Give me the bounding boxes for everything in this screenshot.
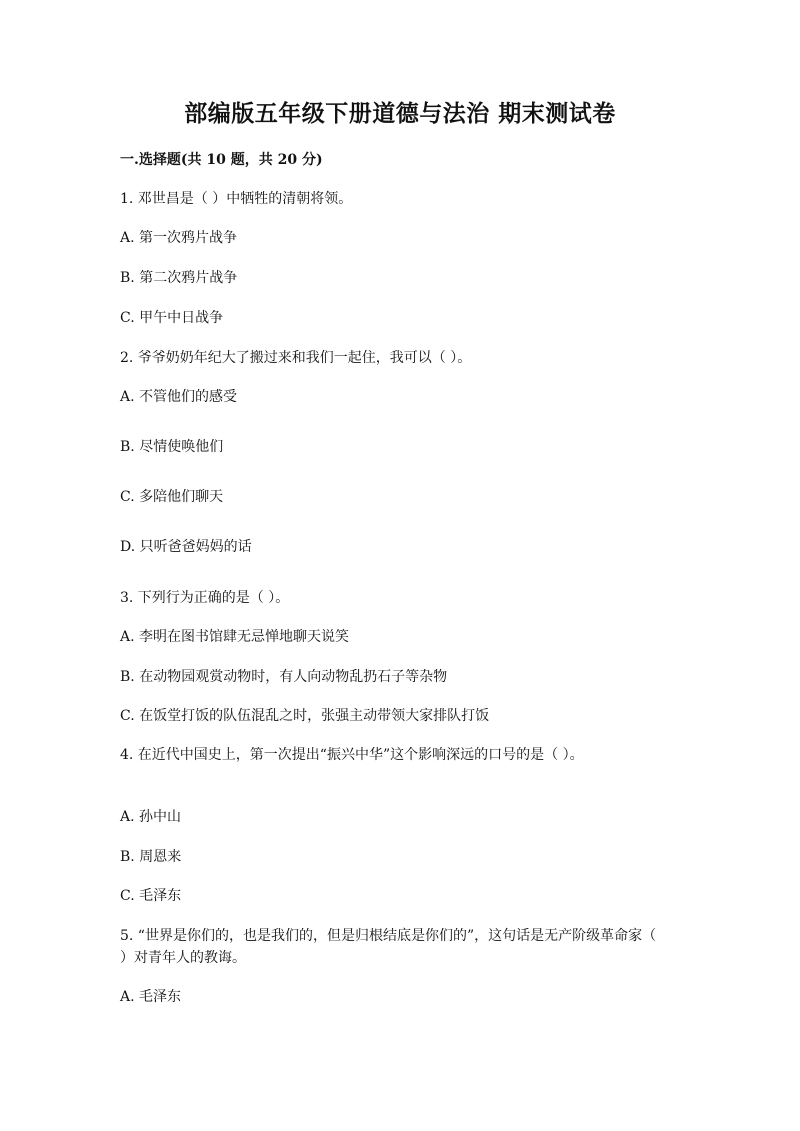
question-4-option-a: A. 孙中山 xyxy=(120,809,182,825)
question-2-option-c: C. 多陪他们聊天 xyxy=(120,489,224,505)
question-4-option-c: C. 毛泽东 xyxy=(120,888,182,904)
question-5-option-a: A. 毛泽东 xyxy=(120,989,182,1005)
question-2-option-d: D. 只听爸爸妈妈的话 xyxy=(120,539,252,555)
page-title: 部编版五年级下册道德与法治 期末测试卷 xyxy=(184,100,616,127)
question-1-stem: 1. 邓世昌是（ ）中牺牲的清朝将领。 xyxy=(120,191,353,207)
question-2-stem: 2. 爷爷奶奶年纪大了搬过来和我们一起住，我可以（ ）。 xyxy=(120,350,472,366)
question-2-option-b: B. 尽情使唤他们 xyxy=(120,439,224,455)
question-3-stem: 3. 下列行为正确的是（ ）。 xyxy=(120,590,290,606)
question-2-option-a: A. 不管他们的感受 xyxy=(120,389,238,405)
question-4-option-b: B. 周恩来 xyxy=(120,849,182,865)
section-heading: 一.选择题(共 10 题，共 20 分) xyxy=(120,152,323,168)
question-5-stem: 5. “世界是你们的，也是我们的，但是归根结底是你们的”，这句话是无产阶级革命家（ ）对青年人的教诲。 xyxy=(120,928,657,966)
question-4-stem: 4. 在近代中国史上，第一次提出“振兴中华”这个影响深远的口号的是（ ）。 xyxy=(120,747,584,763)
question-1-option-c: C. 甲午中日战争 xyxy=(120,310,224,326)
question-3-option-b: B. 在动物园观赏动物时，有人向动物乱扔石子等杂物 xyxy=(120,669,448,685)
question-1-option-a: A. 第一次鸦片战争 xyxy=(120,230,238,246)
question-1-option-b: B. 第二次鸦片战争 xyxy=(120,270,238,286)
question-3-option-c: C. 在饭堂打饭的队伍混乱之时，张强主动带领大家排队打饭 xyxy=(120,708,490,724)
question-3-option-a: A. 李明在图书馆肆无忌惮地聊天说笑 xyxy=(120,629,350,645)
